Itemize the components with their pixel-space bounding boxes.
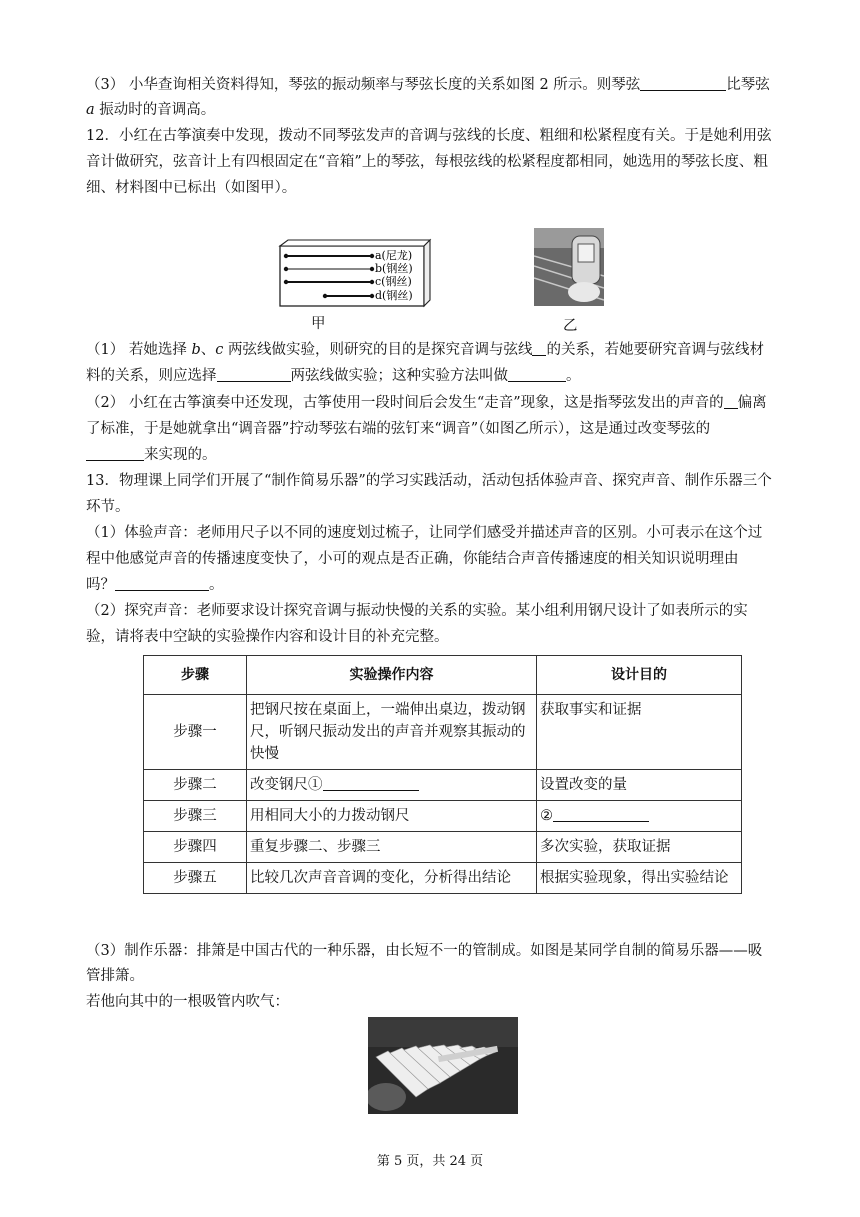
q12-part2-line3: 来实现的。 — [86, 445, 217, 465]
q12-part2-line1: （2） 小红在古筝演奏中还发现，古筝使用一段时间后会发生“走音”现象，这是指琴弦发出的声音的 偏离 — [86, 395, 767, 411]
string-label-c: c(钢丝) — [375, 275, 412, 288]
q13-line2: 环节。 — [86, 499, 130, 515]
string-label-b: b(钢丝) — [375, 262, 413, 275]
answer-blank[interactable] — [86, 445, 144, 461]
figure-jia-string-instrument — [278, 238, 438, 310]
q11-part3-line1: （3） 小华查询相关资料得知，琴弦的振动频率与琴弦长度的关系如图 2 所示。则琴弦 比琴弦 — [86, 77, 770, 93]
figure-yi-tuner-photo — [534, 228, 604, 306]
purpose-cell: 设置改变的量 — [537, 770, 742, 801]
string-label-d: d(钢丝) — [375, 289, 413, 302]
purpose-cell: ② — [537, 801, 742, 832]
experiment-steps-table — [143, 655, 742, 894]
answer-blank[interactable] — [115, 575, 209, 591]
operation-cell: 把钢尺按在桌面上，一端伸出桌边，拨动钢尺，听钢尺振动发出的声音并观察其振动的快慢 — [247, 695, 537, 770]
q13-part1-line2: 程中他感觉声音的传播速度变快了，小可的观点是否正确，你能结合声音传播速度的相关知识说明理由 — [86, 551, 739, 567]
table-row — [144, 832, 742, 863]
q13-line1: 13．物理课上同学们开展了“制作简易乐器”的学习实践活动，活动包括体验声音、探究声音、制作乐器三个 — [86, 473, 772, 489]
header-step: 步骤 — [144, 656, 247, 695]
table-row — [144, 770, 742, 801]
operation-cell: 重复步骤二、步骤三 — [247, 832, 537, 863]
step-cell: 步骤三 — [144, 801, 247, 832]
q13-part3-line2: 管排箫。 — [86, 968, 144, 984]
operation-cell: 改变钢尺① — [247, 770, 537, 801]
answer-blank[interactable] — [640, 75, 726, 91]
q13-part2-line2: 验，请将表中空缺的实验操作内容和设计目的补充完整。 — [86, 629, 449, 645]
step-cell: 步骤四 — [144, 832, 247, 863]
answer-blank[interactable] — [553, 806, 649, 822]
q12-part2-line2: 了标准，于是她就拿出“调音器”拧动琴弦右端的弦钉来“调音”（如图乙所示），这是通过改变琴弦的 — [86, 421, 711, 437]
purpose-cell: 多次实验，获取证据 — [537, 832, 742, 863]
header-operation: 实验操作内容 — [247, 656, 537, 695]
answer-blank[interactable] — [532, 340, 546, 356]
q12-part1-line1: （1） 若她选择 b、c 两弦线做实验，则研究的目的是探究音调与弦线 的关系，若她要研究音调与弦线材 — [86, 342, 764, 358]
q13-part1-line1: （1）体验声音：老师用尺子以不同的速度划过梳子，让同学们感受并描述声音的区别。小可表示在这个过 — [86, 525, 763, 541]
q12-line2: 音计做研究，弦音计上有四根固定在“音箱”上的琴弦，每根弦线的松紧程度都相同，她选用的琴弦长度、粗 — [86, 154, 768, 170]
operation-cell: 用相同大小的力拨动钢尺 — [247, 801, 537, 832]
q13-part3-line1: （3）制作乐器：排箫是中国古代的一种乐器，由长短不一的管制成。如图是某同学自制的简易乐器——吸 — [86, 943, 763, 959]
table-header-row — [144, 656, 742, 695]
q11-part3-line2: a 振动时的音调高。 — [86, 102, 216, 118]
q12-part1-line2: 料的关系，则应选择 两弦线做实验；这种实验方法叫做 。 — [86, 368, 581, 384]
figure-jia-caption: 甲 — [311, 316, 326, 332]
table-row — [144, 695, 742, 770]
header-purpose: 设计目的 — [537, 656, 742, 695]
q13-part3-line3: 若他向其中的一根吸管内吹气： — [86, 994, 289, 1010]
page-footer: 第 5 页，共 24 页 — [376, 1154, 484, 1169]
answer-blank[interactable] — [724, 393, 738, 409]
operation-cell: 比较几次声音音调的变化，分析得出结论 — [247, 863, 537, 894]
q12-line1: 12．小红在古筝演奏中发现，拨动不同琴弦发声的音调与弦线的长度、粗细和松紧程度有关。于是她利用弦 — [86, 128, 772, 144]
step-cell: 步骤一 — [144, 695, 247, 770]
answer-blank[interactable] — [323, 775, 419, 791]
step-cell: 步骤二 — [144, 770, 247, 801]
q13-part1-line3: 吗？ 。 — [86, 577, 224, 593]
string-label-a: a(尼龙) — [375, 249, 413, 262]
purpose-cell: 根据实验现象，得出实验结论 — [537, 863, 742, 894]
straw-panpipe-photo — [368, 1017, 518, 1114]
answer-blank[interactable] — [217, 366, 291, 382]
answer-blank[interactable] — [508, 366, 566, 382]
step-cell: 步骤五 — [144, 863, 247, 894]
table-row — [144, 801, 742, 832]
q13-part2-line1: （2）探究声音：老师要求设计探究音调与振动快慢的关系的实验。某小组利用钢尺设计了如表所示的实 — [86, 603, 748, 619]
q12-line3: 细、材料图中已标出（如图甲）。 — [86, 180, 297, 196]
purpose-cell: 获取事实和证据 — [537, 695, 742, 770]
table-row — [144, 863, 742, 894]
figure-yi-caption: 乙 — [563, 318, 578, 334]
